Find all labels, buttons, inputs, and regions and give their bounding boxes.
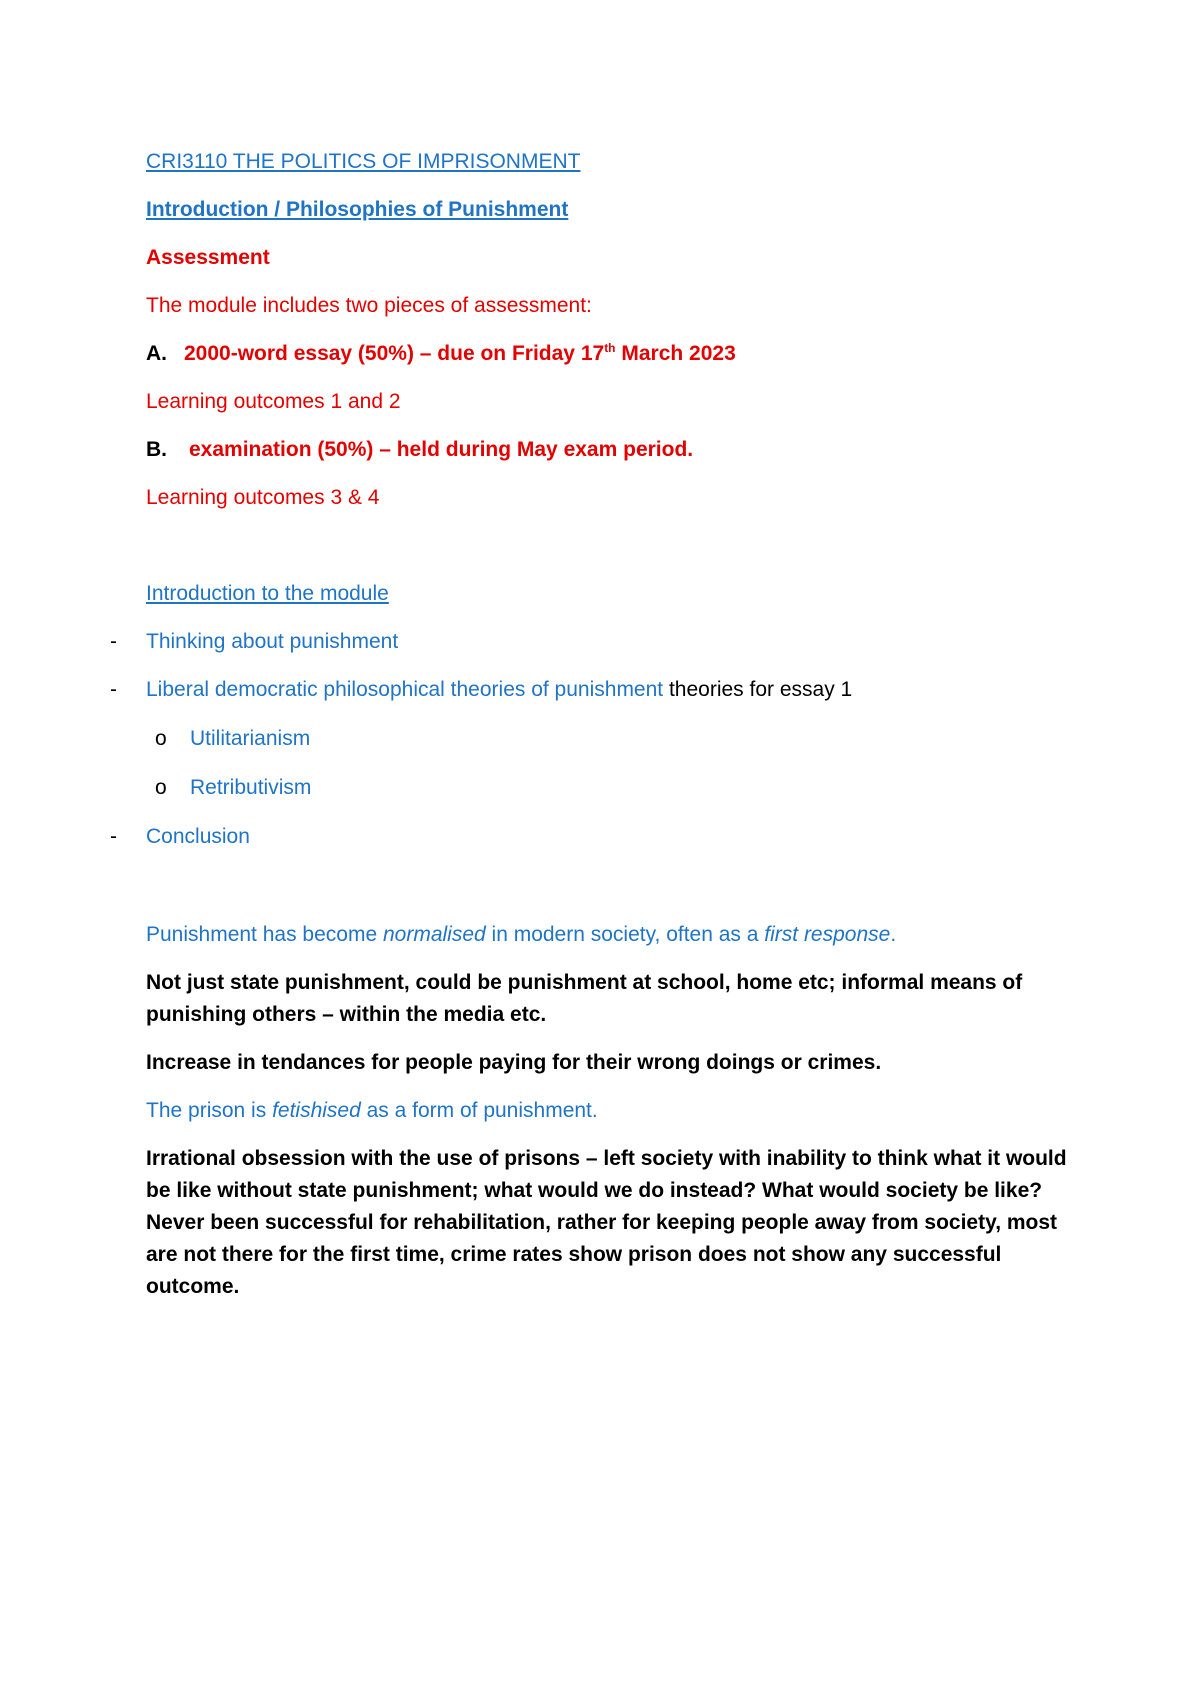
bullet-item: Conclusion [146,825,250,848]
paragraph-irrational-obsession: Irrational obsession with the use of prisons – left society with inability to think what it would be like without state punishment; what would we do instead? What would society be like? Never been successful for rehabilitation, rather for keeping people away from society, most are not there for the first time, crime rates show prison does not show any successful outcome. [146,1147,1067,1298]
text-run: . [890,923,897,946]
paragraph-state-punishment: Not just state punishment, could be punishment at school, home etc; informal means of punishing others – within the media etc. [146,971,1023,1026]
sub-bullet-item: Retributivism [190,776,312,799]
assessment-intro: The module includes two pieces of assessment: [146,294,592,317]
assessment-item-b: examination (50%) – held during May exam period. [189,438,694,461]
sub-bullet-item: Utilitarianism [190,727,311,750]
bullet-item: Thinking about punishment [146,630,399,653]
learning-outcomes-a: Learning outcomes 1 and 2 [146,390,401,413]
assessment-heading: Assessment [146,246,270,269]
bullet-item-note: theories for essay 1 [663,678,853,701]
text-run: as a form of punishment. [360,1099,598,1122]
text-run: The prison is [146,1099,273,1122]
bullet-dash: - [110,678,117,701]
list-marker-a: A. [146,342,167,365]
bullet-circle: o [155,776,167,799]
bullet-circle: o [155,727,167,750]
bullet-item [146,675,852,705]
assessment-item-a-text: 2000-word essay (50%) – due on Friday 17 [184,342,605,365]
text-run: in modern society, often as a [485,923,765,946]
assessment-item-a-text-after: March 2023 [615,342,736,365]
paragraph-increase: Increase in tendances for people paying for their wrong doings or crimes. [146,1051,882,1074]
ordinal-suffix: th [604,341,616,355]
list-marker-b: B. [146,438,167,461]
assessment-item-a [184,339,736,369]
document-subtitle: Introduction / Philosophies of Punishment [146,198,569,221]
bullet-item-text: Liberal democratic philosophical theories of punishment [146,678,664,701]
paragraph-normalised [146,920,896,950]
bullet-dash: - [110,630,117,653]
italic-run: first response [764,923,891,946]
paragraph-fetishised [146,1096,598,1126]
italic-run: fetishised [272,1099,361,1122]
document-title: CRI3110 THE POLITICS OF IMPRISONMENT [146,150,581,173]
learning-outcomes-b: Learning outcomes 3 & 4 [146,486,380,509]
intro-heading: Introduction to the module [146,582,389,605]
text-run: Punishment has become [146,923,383,946]
bullet-dash: - [110,825,117,848]
italic-run: normalised [382,923,486,946]
